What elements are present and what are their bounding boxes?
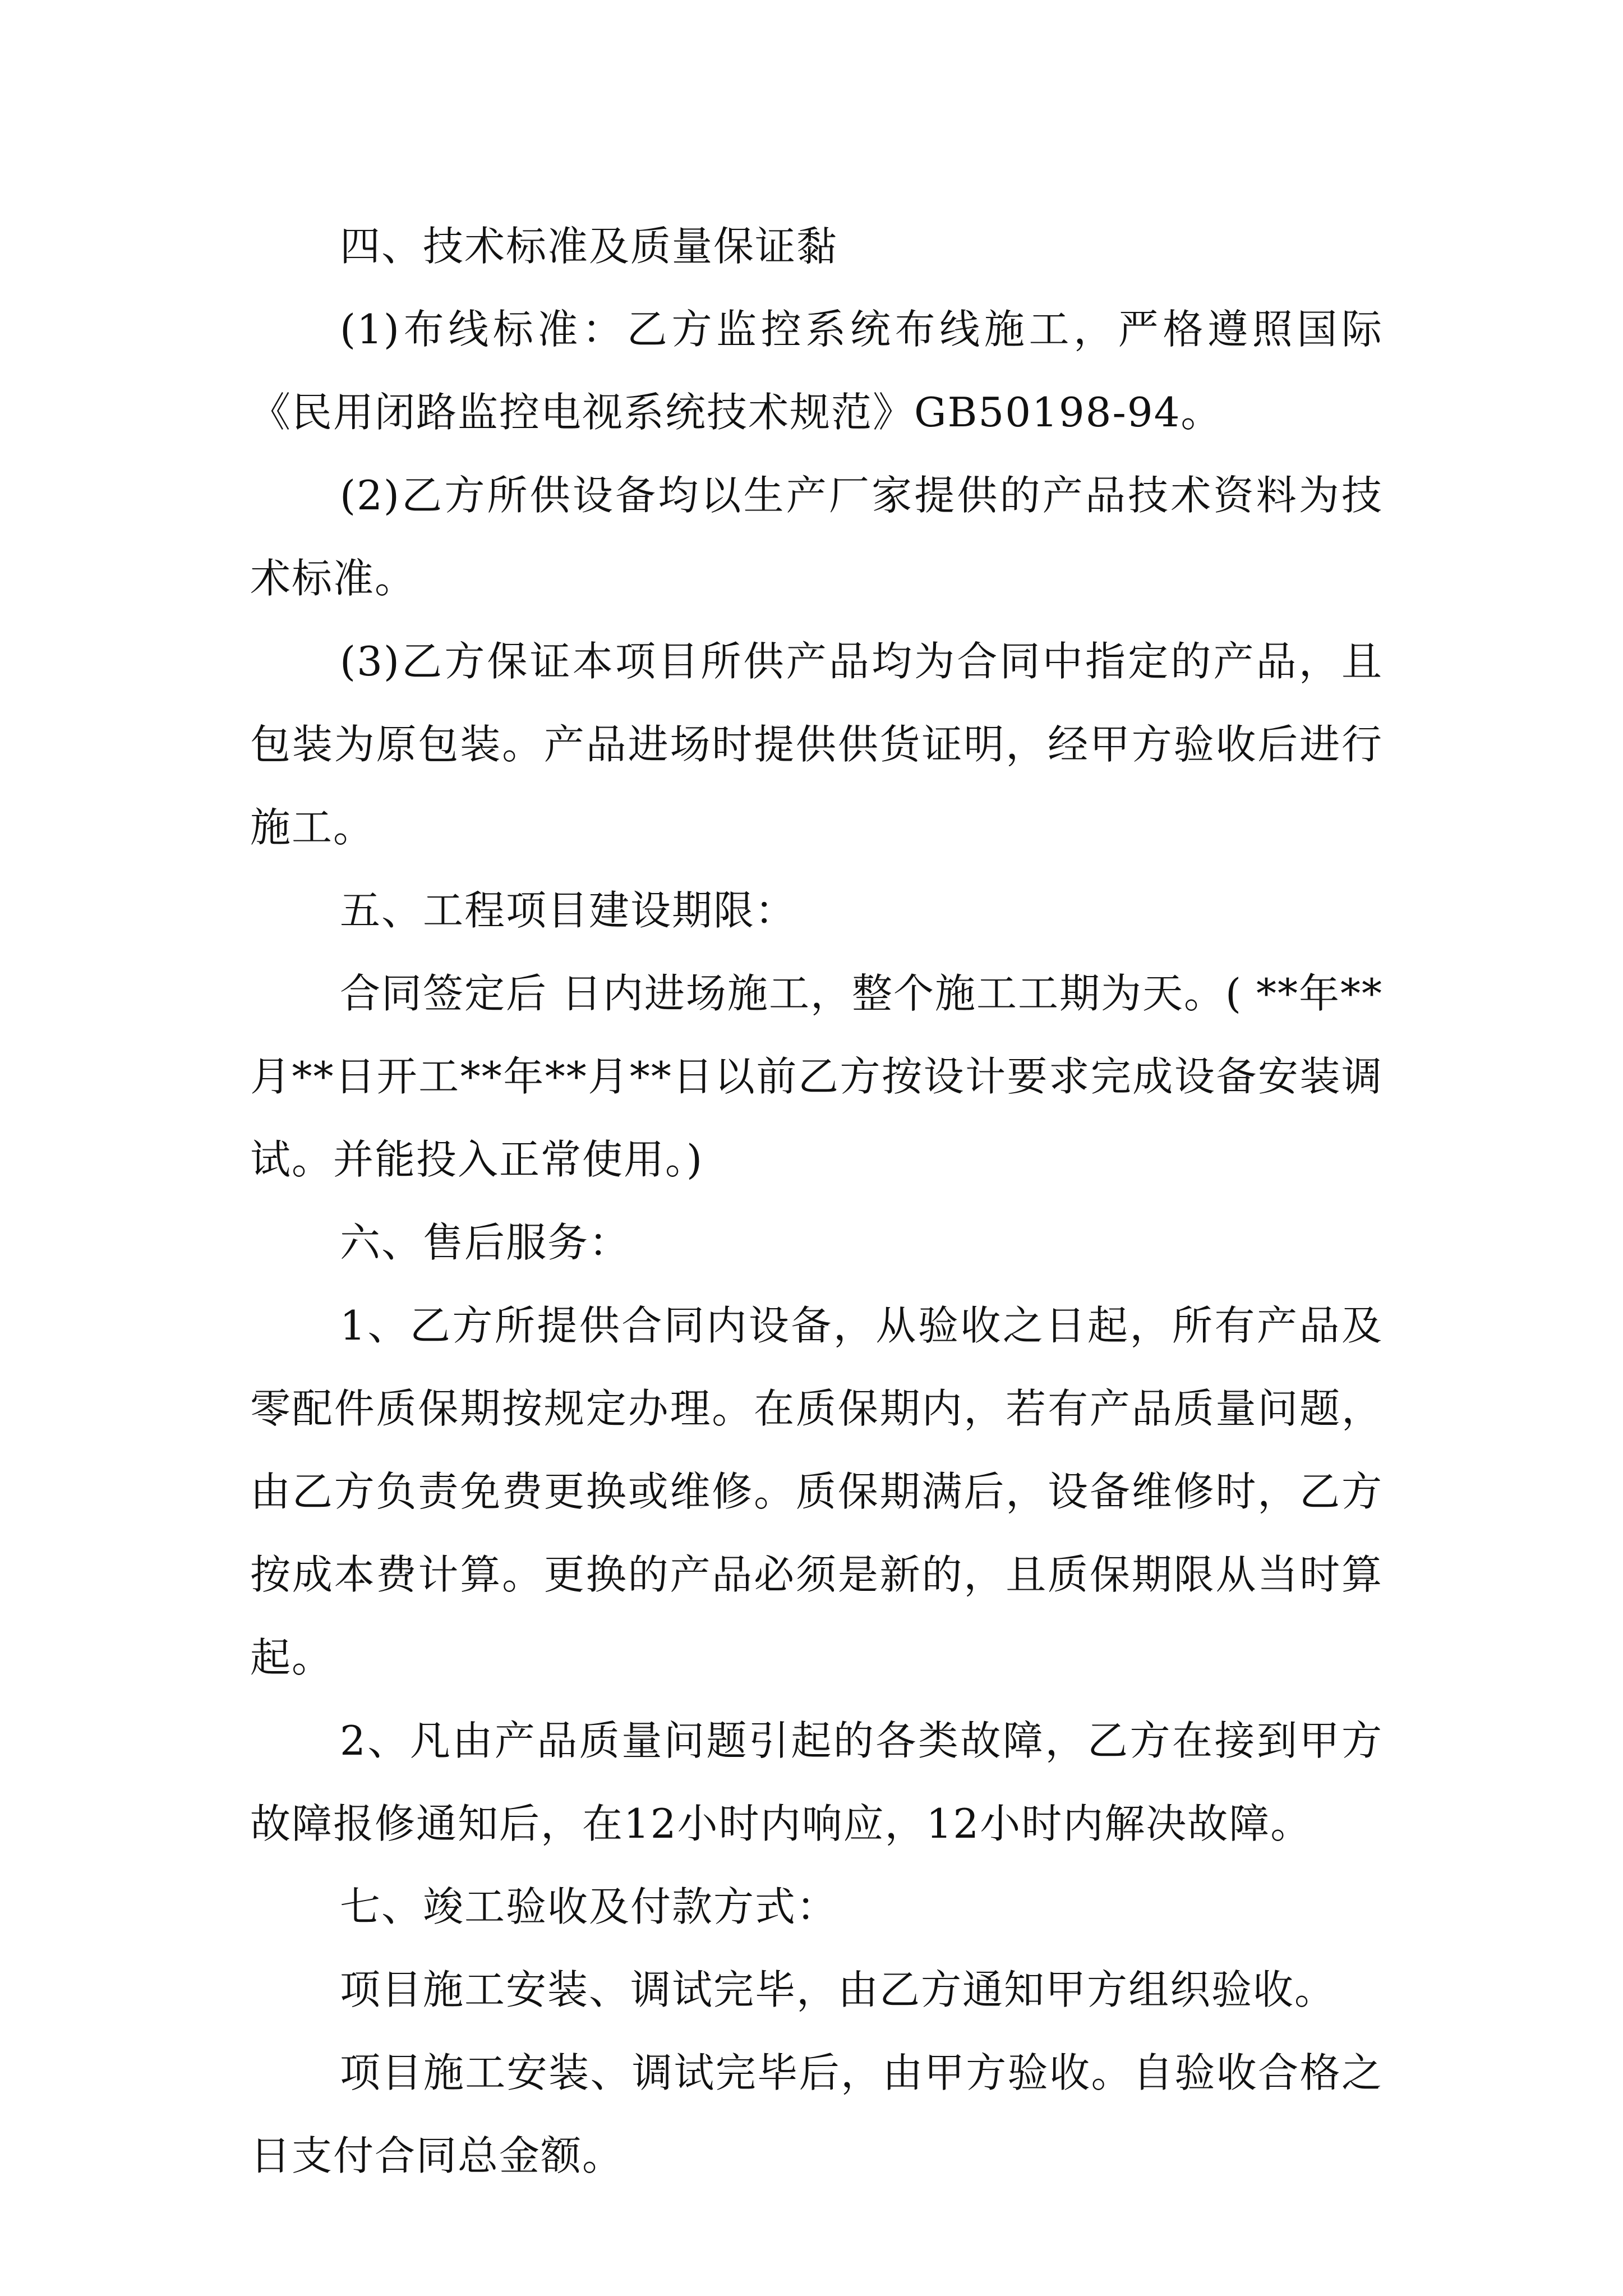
section-heading-4: 四、技术标准及质量保证黏 — [340, 223, 838, 270]
paragraph-fault-response: 2、凡由产品质量问题引起的各类故障，乙方在接到甲方故障报修通知后，在12小时内响应，12小时内解决故障。 — [250, 1717, 1383, 1847]
section-heading-7: 七、竣工验收及付款方式： — [340, 1883, 838, 1930]
section-heading-6: 六、售后服务： — [340, 1219, 631, 1266]
paragraph-payment: 项目施工安装、调试完毕后，由甲方验收。自验收合格之日支付合同总金额。 — [250, 2049, 1383, 2179]
paragraph-construction-period: 合同签定后 日内进场施工，整个施工工期为天。( **年**月**日开工**年**月**日以前乙方按设计要求完成设备安装调试。并能投入正常使用。) — [250, 970, 1383, 1183]
document-body — [250, 205, 1383, 2197]
paragraph-product-guarantee: (3)乙方保证本项目所供产品均为合同中指定的产品，且包装为原包装。产品进场时提供供货证明，经甲方验收后进行施工。 — [250, 638, 1383, 851]
paragraph-wiring-standard: (1)布线标准：乙方监控系统布线施工，严格遵照国际《民用闭路监控电视系统技术规范》GB50198-94。 — [250, 306, 1383, 436]
section-heading-5: 五、工程项目建设期限： — [340, 887, 797, 934]
paragraph-acceptance-notice: 项目施工安装、调试完毕，由乙方通知甲方组织验收。 — [340, 1966, 1336, 2013]
paragraph-warranty: 1、乙方所提供合同内设备，从验收之日起，所有产品及零配件质保期按规定办理。在质保期内，若有产品质量问题，由乙方负责免费更换或维修。质保期满后，设备维修时，乙方按成本费计算。更换的产品必须是新的，且质保期限从当时算起。 — [250, 1302, 1383, 1681]
paragraph-equipment-standard: (2)乙方所供设备均以生产厂家提供的产品技术资料为技术标准。 — [250, 472, 1383, 602]
